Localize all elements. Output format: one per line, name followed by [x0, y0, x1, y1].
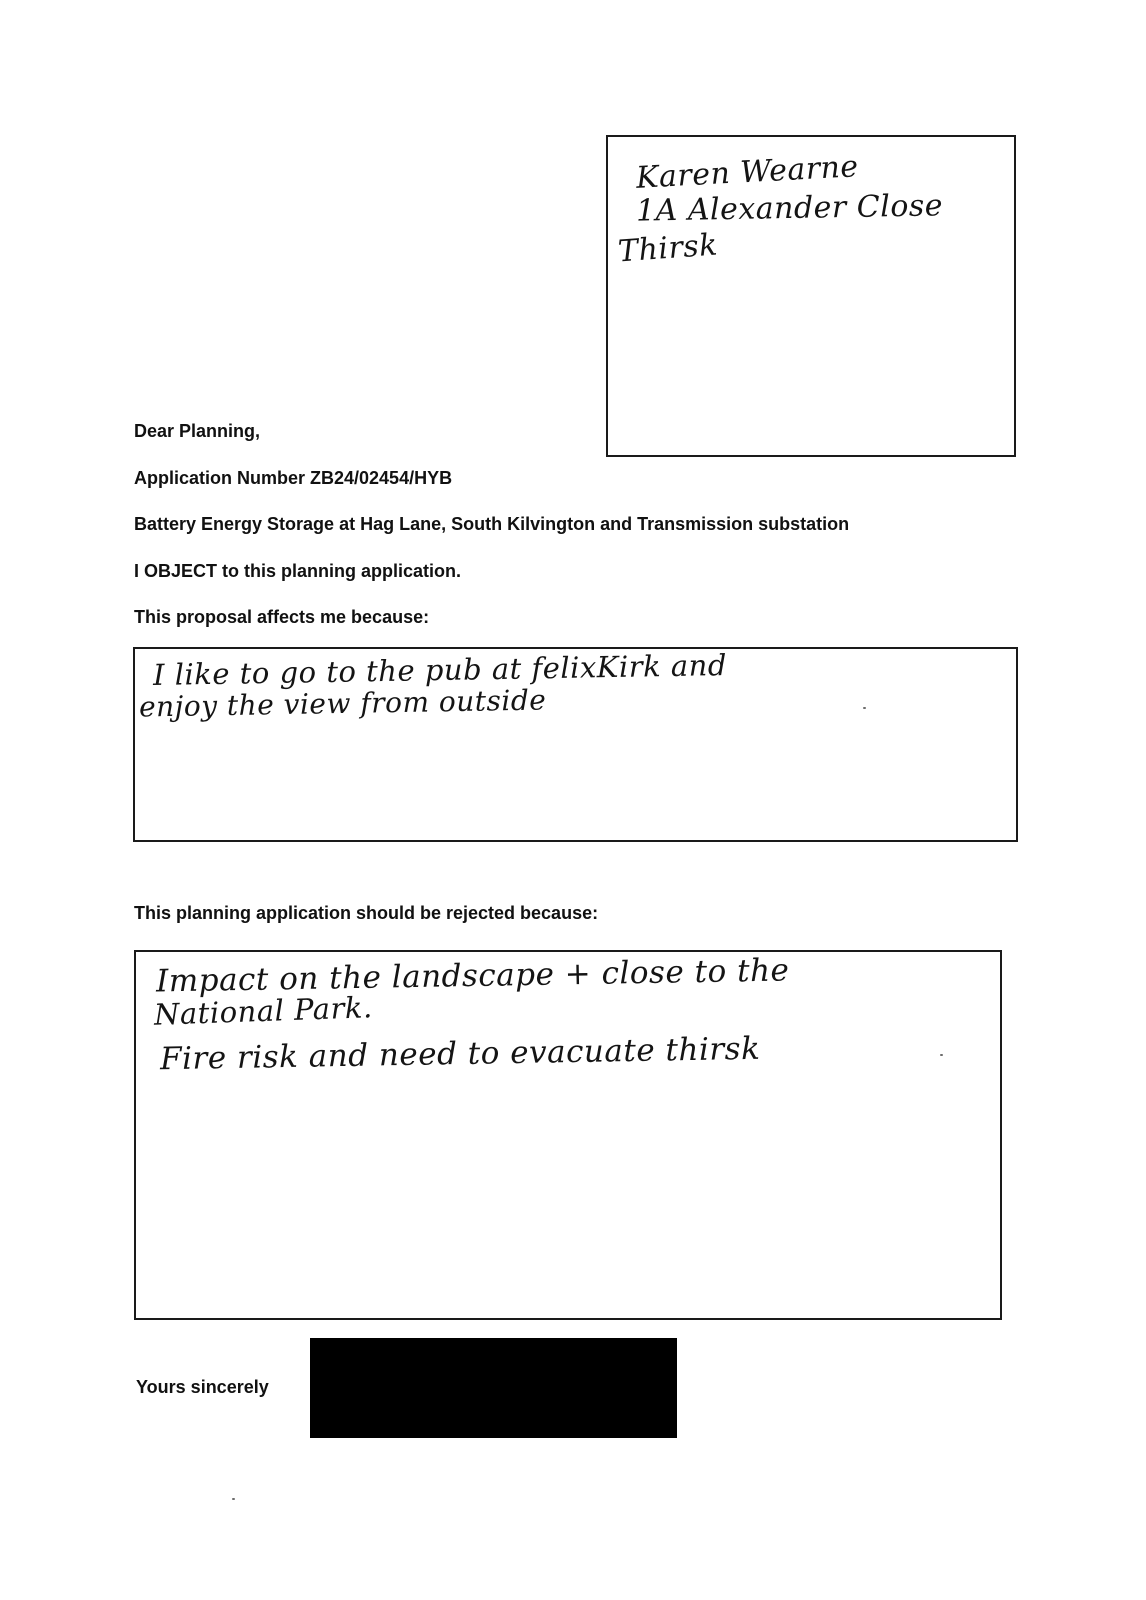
- rejected-line-2: National Park.: [153, 990, 374, 1032]
- scan-speck: [863, 707, 866, 709]
- sender-street: 1A Alexander Close: [635, 188, 944, 229]
- affects-response-box: [133, 647, 1018, 842]
- rejected-prompt: This planning application should be rejected because:: [134, 903, 599, 923]
- objection-statement: I OBJECT to this planning application.: [134, 561, 462, 581]
- rejected-line-1: Impact on the landscape + close to the: [155, 952, 790, 1000]
- redacted-signature: [310, 1338, 677, 1438]
- scan-speck: [232, 1498, 235, 1500]
- rejected-line-3: Fire risk and need to evacuate thirsk: [159, 1030, 761, 1078]
- affects-line-1: I like to go to the pub at felixKirk and: [152, 647, 728, 693]
- project-title: Battery Energy Storage at Hag Lane, South Kilvington and Transmission substation: [134, 514, 850, 534]
- sender-town: Thirsk: [616, 227, 719, 270]
- application-number: Application Number ZB24/02454/HYB: [134, 468, 453, 488]
- affects-line-2: enjoy the view from outside: [138, 683, 547, 724]
- rejected-response-box: [134, 950, 1002, 1320]
- sender-address-box: [606, 135, 1016, 457]
- sender-name: Karen Wearne: [635, 149, 860, 196]
- closing: Yours sincerely: [136, 1377, 269, 1397]
- scan-speck: [940, 1054, 943, 1056]
- affects-prompt: This proposal affects me because:: [134, 607, 430, 627]
- salutation: Dear Planning,: [134, 421, 261, 441]
